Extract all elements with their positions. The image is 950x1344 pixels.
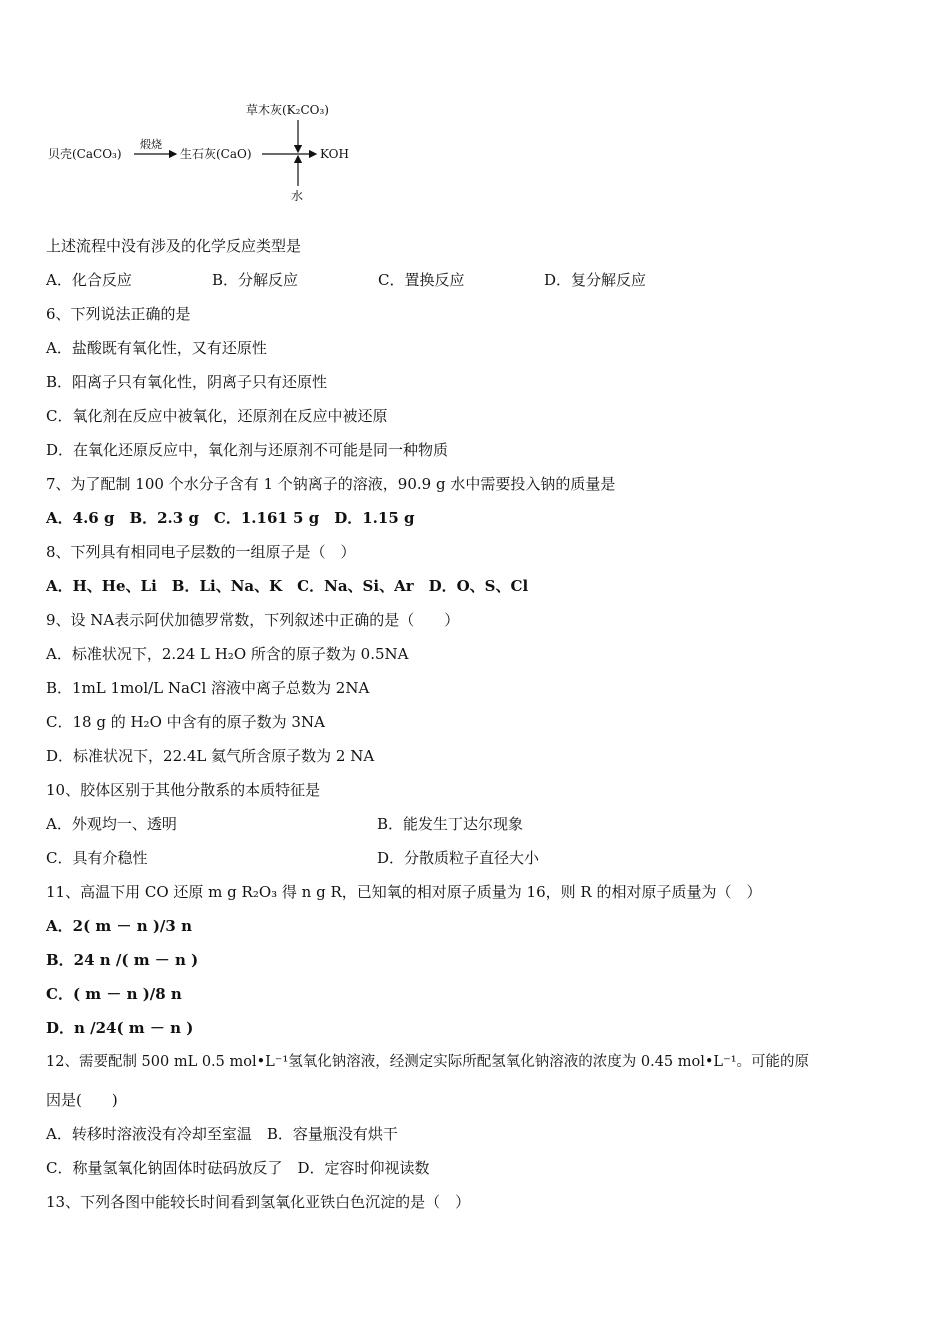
q5-option-a: A．化合反应 [46, 271, 132, 289]
quicklime-label: 生石灰(CaO) [180, 147, 252, 161]
calcine-label: 煅烧 [140, 138, 162, 151]
q6-stem: 6、下列说法正确的是 [46, 305, 191, 323]
q12-stem-line2: 因是( ) [46, 1091, 118, 1109]
flow-diagram [48, 98, 368, 208]
q9-option-a: A．标准状况下，2.24 L H₂O 所含的原子数为 0.5NA [46, 645, 409, 663]
q13-stem: 13、下列各图中能较长时间看到氢氧化亚铁白色沉淀的是（ ） [46, 1193, 471, 1211]
q6-option-d: D．在氧化还原反应中，氧化剂与还原剂不可能是同一种物质 [46, 441, 449, 459]
q11-option-a: A．2( m － n )/3 n [46, 917, 192, 935]
q5-option-d: D．复分解反应 [544, 271, 647, 289]
q11-stem: 11、高温下用 CO 还原 m g R₂O₃ 得 n g R，已知氧的相对原子质量为 16，则 R 的相对原子质量为（ ） [46, 883, 762, 901]
q12-options-row2: C．称量氢氧化钠固体时砝码放反了 D．定容时仰视读数 [46, 1159, 430, 1177]
q7-stem: 7、为了配制 100 个水分子含有 1 个钠离子的溶液，90.9 g 水中需要投入钠的质量是 [46, 475, 616, 493]
q10-option-b: B．能发生丁达尔现象 [377, 815, 524, 833]
q8-options: A．H、He、Li B．Li、Na、K C．Na、Si、Ar D．O、S、Cl [46, 577, 529, 595]
q12-stem-line1: 12、需要配制 500 mL 0.5 mol•L⁻¹氢氧化钠溶液，经测定实际所配氢氧化钠溶液的浓度为 0.45 mol•L⁻¹。可能的原 [46, 1054, 810, 1070]
q10-option-a: A．外观均一、透明 [46, 815, 177, 833]
q10-options-row2 [46, 848, 539, 868]
q6-option-a: A．盐酸既有氧化性，又有还原性 [46, 339, 267, 357]
q10-options-row1 [46, 814, 523, 834]
q5-option-b: B．分解反应 [212, 271, 299, 289]
q8-stem: 8、下列具有相同电子层数的一组原子是（ ） [46, 543, 356, 561]
product-label: KOH [320, 147, 349, 161]
q5-stem: 上述流程中没有涉及的化学反应类型是 [46, 237, 302, 255]
q10-stem: 10、胶体区别于其他分散系的本质特征是 [46, 781, 321, 799]
q9-option-d: D．标准状况下，22.4L 氦气所含原子数为 2 NA [46, 747, 375, 765]
q11-option-c: C．( m － n )/8 n [46, 985, 182, 1003]
q6-option-c: C．氧化剂在反应中被氧化，还原剂在反应中被还原 [46, 407, 388, 425]
q11-option-b: B．24 n /( m － n ) [46, 951, 199, 969]
shell-label: 贝壳(CaCO₃) [48, 147, 122, 161]
q5-option-c: C．置换反应 [378, 271, 465, 289]
q9-option-c: C．18 g 的 H₂O 中含有的原子数为 3NA [46, 713, 325, 731]
q9-stem: 9、设 NA表示阿伏加德罗常数，下列叙述中正确的是（ ） [46, 611, 460, 629]
q11-option-d: D．n /24( m － n ) [46, 1019, 194, 1037]
q5-options [46, 270, 646, 290]
ash-label: 草木灰(K₂CO₃) [246, 103, 329, 117]
q6-option-b: B．阳离子只有氧化性，阴离子只有还原性 [46, 373, 328, 391]
water-label: 水 [291, 189, 304, 203]
q7-options: A．4.6 g B．2.3 g C．1.161 5 g D．1.15 g [46, 509, 415, 527]
q10-option-c: C．具有介稳性 [46, 849, 148, 867]
q10-option-d: D．分散质粒子直径大小 [377, 849, 540, 867]
q9-option-b: B．1mL 1mol/L NaCl 溶液中离子总数为 2NA [46, 679, 370, 697]
q12-options-row1: A．转移时溶液没有冷却至室温 B．容量瓶没有烘干 [46, 1125, 398, 1143]
